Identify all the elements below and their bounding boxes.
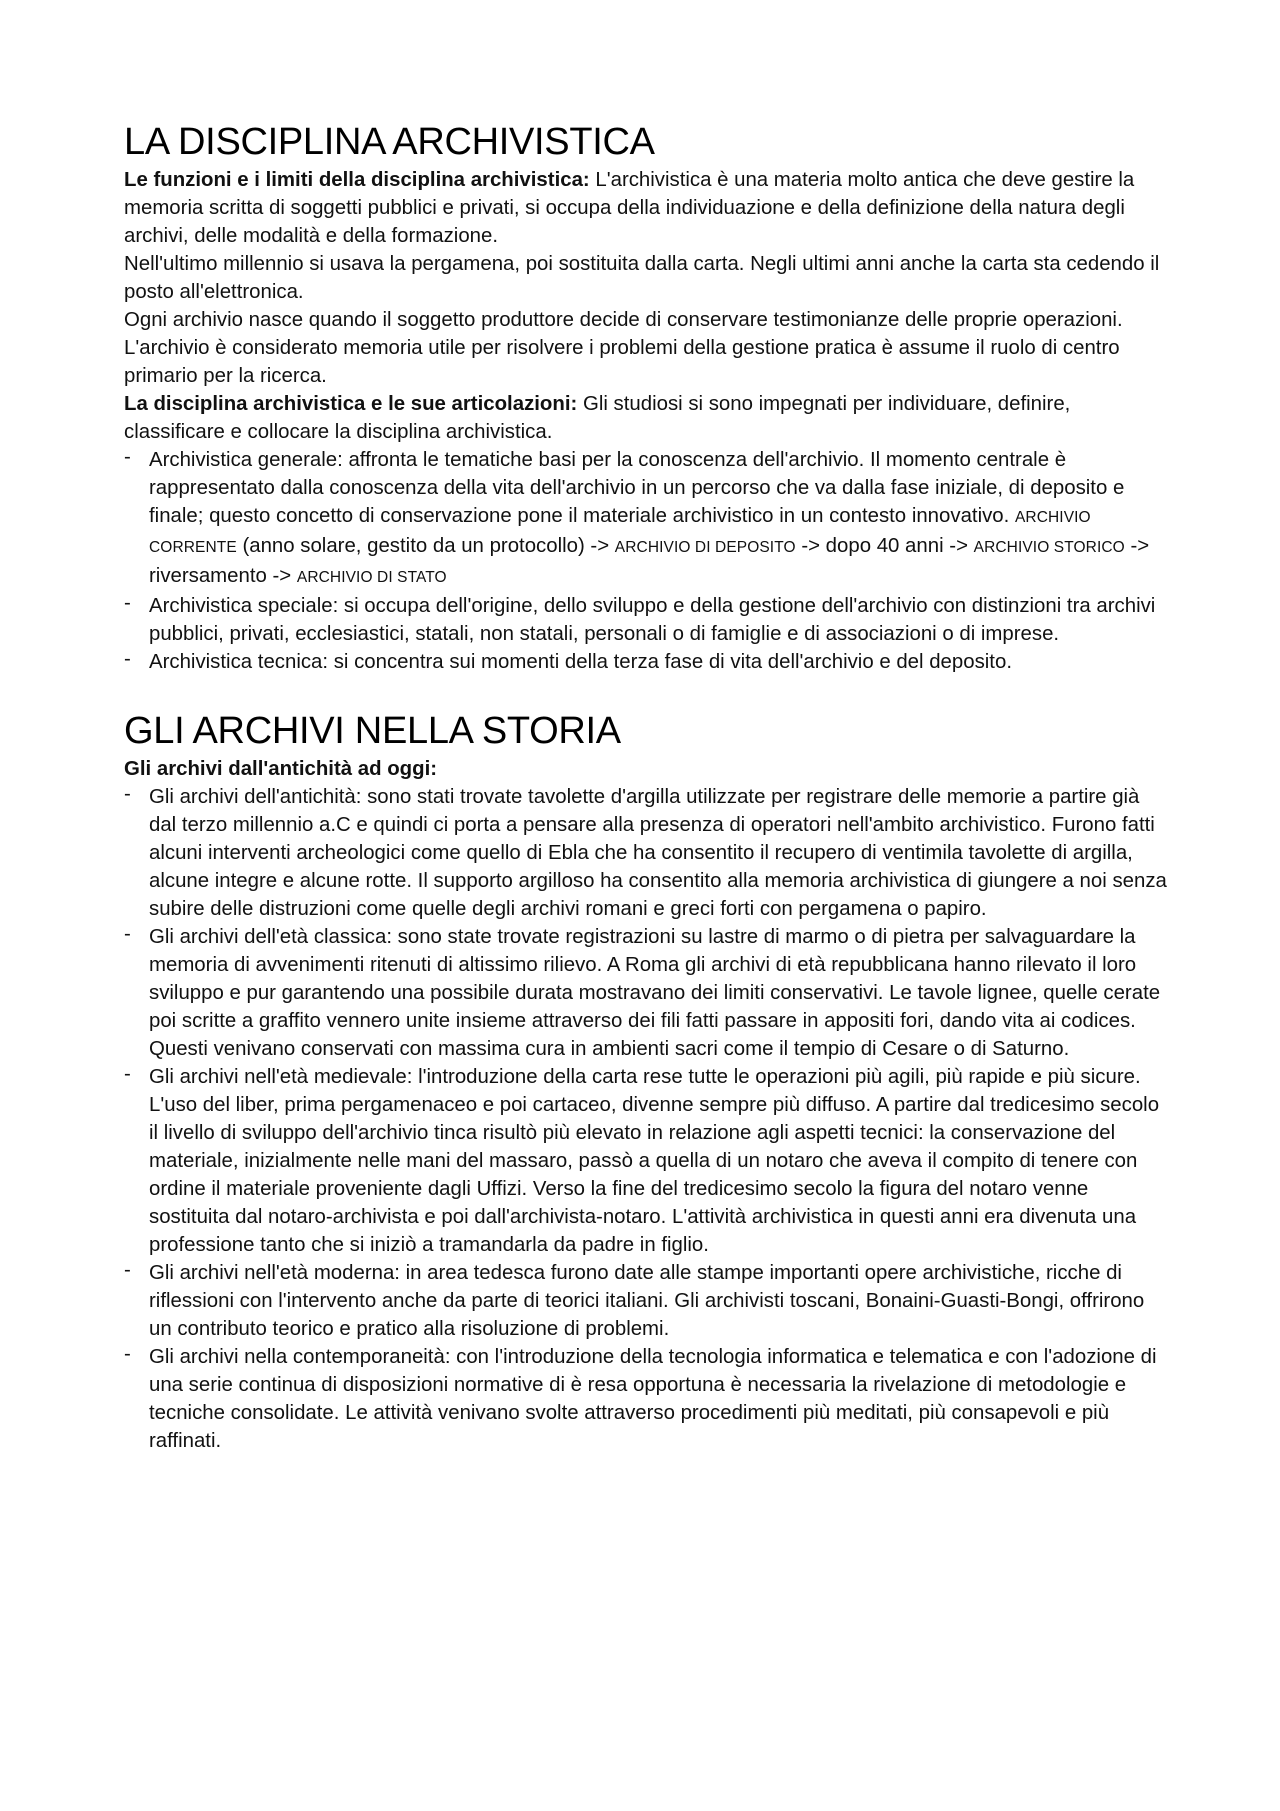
dash-list — [124, 446, 1169, 676]
paragraph-text: Gli studiosi si sono impegnati per individuare, definire, classificare e collocare la disciplina archivistica. — [124, 393, 1071, 443]
section-heading: GLI ARCHIVI NELLA STORIA — [124, 710, 621, 752]
dash-list — [124, 783, 1169, 1455]
list-item: - Archivistica tecnica: si concentra sui momenti della terza fase di vita dell'archivio e del deposito. — [124, 648, 1169, 676]
list-item: - Gli archivi nella contemporaneità: con l'introduzione della tecnologia informatica e telematica e con l'adozione di una serie continua di disposizioni normative di è resa opportuna è necessaria la rivelazione di metodologie e tecniche consolidate. Le attività venivano svolte attraverso procedimenti più meditati, più consapevoli e più raffinati. — [124, 1343, 1169, 1455]
list-item: - Gli archivi dell'antichità: sono stati trovate tavolette d'argilla utilizzate per registrare delle memorie a partire già dal terzo millennio a.C e quindi ci porta a pensare alla presenza di operatori nell'ambito archivistico. Furono fatti alcuni interventi archeologici come quello di Ebla che ha consentito il recupero di ventimila tavolette di argilla, alcune integre e alcune rotte. Il supporto argilloso ha consentito alla memoria archivistica di giungere a noi senza subire delle distruzioni come quelle degli archivi romani e greci forti con pergamena o papiro. — [124, 783, 1169, 923]
paragraph — [124, 390, 1169, 446]
section-disciplina-archivistica — [124, 118, 1169, 676]
list-item: - Gli archivi nell'età moderna: in area tedesca furono date alle stampe importanti opere archivistiche, ricche di riflessioni con l'intervento anche da parte di teorici italiani. Gli archivisti toscani, Bonaini-Guasti-Bongi, offrirono un contributo teorico e pratico alla risoluzione di problemi. — [124, 1259, 1169, 1343]
paragraph — [124, 166, 1169, 250]
list-item-text: Archivistica generale: affronta le tematiche basi per la conoscenza dell'archivio. Il momento centrale è rappresentato dalla conoscenza della vita dell'archivio in un percorso che va dalla fase iniziale, di deposito e finale; questo concetto di conservazione pone il materiale archivistico in un contesto innovativo. — [149, 449, 1125, 527]
list-item: - Archivistica speciale: si occupa dell'origine, dello sviluppo e della gestione dell'archivio con distinzioni tra archivi pubblici, privati, ecclesiastici, statali, non statali, personali o di famiglie e di associazioni o di imprese. — [124, 592, 1169, 648]
paragraph: Nell'ultimo millennio si usava la pergamena, poi sostituita dalla carta. Negli ultimi anni anche la carta sta cedendo il posto all'elettronica. — [124, 253, 1160, 303]
smallcaps-term: ARCHIVIO STORICO — [973, 539, 1125, 556]
list-item-text: -> riversamento -> — [149, 535, 1150, 587]
list-item: - Gli archivi dell'età classica: sono state trovate registrazioni su lastre di marmo o di pietra per salvaguardare la memoria di avvenimenti ritenuti di altissimo rilievo. A Roma gli archivi di età repubblicana hanno rilevato il loro sviluppo e pur garantendo una possibile durata mostravano dei limiti conservativi. Le tavole lignee, quelle cerate poi scritte a graffito vennero unite insieme attraverso dei fili fatti passare in appositi fori, dando vita ai codices. Questi venivano conservati con massima cura in ambienti sacri come il tempio di Cesare o di Saturno. — [124, 923, 1169, 1063]
smallcaps-term: ARCHIVIO DI STATO — [296, 569, 447, 586]
paragraph-lead: La disciplina archivistica e le sue articolazioni: — [124, 393, 578, 415]
list-item-text: -> dopo 40 anni -> — [795, 535, 974, 557]
smallcaps-term: ARCHIVIO DI DEPOSITO — [614, 539, 796, 556]
list-item — [124, 446, 1169, 592]
paragraph-lead: Le funzioni e i limiti della disciplina archivistica: — [124, 169, 590, 191]
list-item-text: (anno solare, gestito da un protocollo) -> — [236, 535, 615, 557]
section-archivi-storia — [124, 707, 1169, 1455]
subheading: Gli archivi dall'antichità ad oggi: — [124, 758, 438, 780]
paragraph-text: L'archivistica è una materia molto antica che deve gestire la memoria scritta di soggetti pubblici e privati, si occupa della individuazione e della definizione della natura degli archivi, delle modalità e della formazione. — [124, 169, 1135, 247]
smallcaps-term: ARCHIVIO CORRENTE — [149, 509, 1091, 556]
paragraph: Ogni archivio nasce quando il soggetto produttore decide di conservare testimonianze delle proprie operazioni. L'archivio è considerato memoria utile per risolvere i problemi della gestione pratica è assume il ruolo di centro primario per la ricerca. — [124, 309, 1123, 387]
document-content — [124, 118, 1169, 1455]
list-item: - Gli archivi nell'età medievale: l'introduzione della carta rese tutte le operazioni più agili, più rapide e più sicure. L'uso del liber, prima pergamenaceo e poi cartaceo, divenne sempre più diffuso. A partire dal tredicesimo secolo il livello di sviluppo dell'archivio tinca risultò più elevato in relazione agli aspetti tecnici: la conservazione del materiale, inizialmente nelle mani del massaro, passò a quella di un notaro che aveva il compito di tenere con ordine il materiale proveniente dagli Uffizi. Verso la fine del tredicesimo secolo la figura del notaro venne sostituita dal notaro-archivista e poi dall'archivista-notaro. L'attività archivistica in questi anni era divenuta una professione tanto che si iniziò a tramandarla da padre in figlio. — [124, 1063, 1169, 1259]
section-heading: LA DISCIPLINA ARCHIVISTICA — [124, 121, 655, 163]
